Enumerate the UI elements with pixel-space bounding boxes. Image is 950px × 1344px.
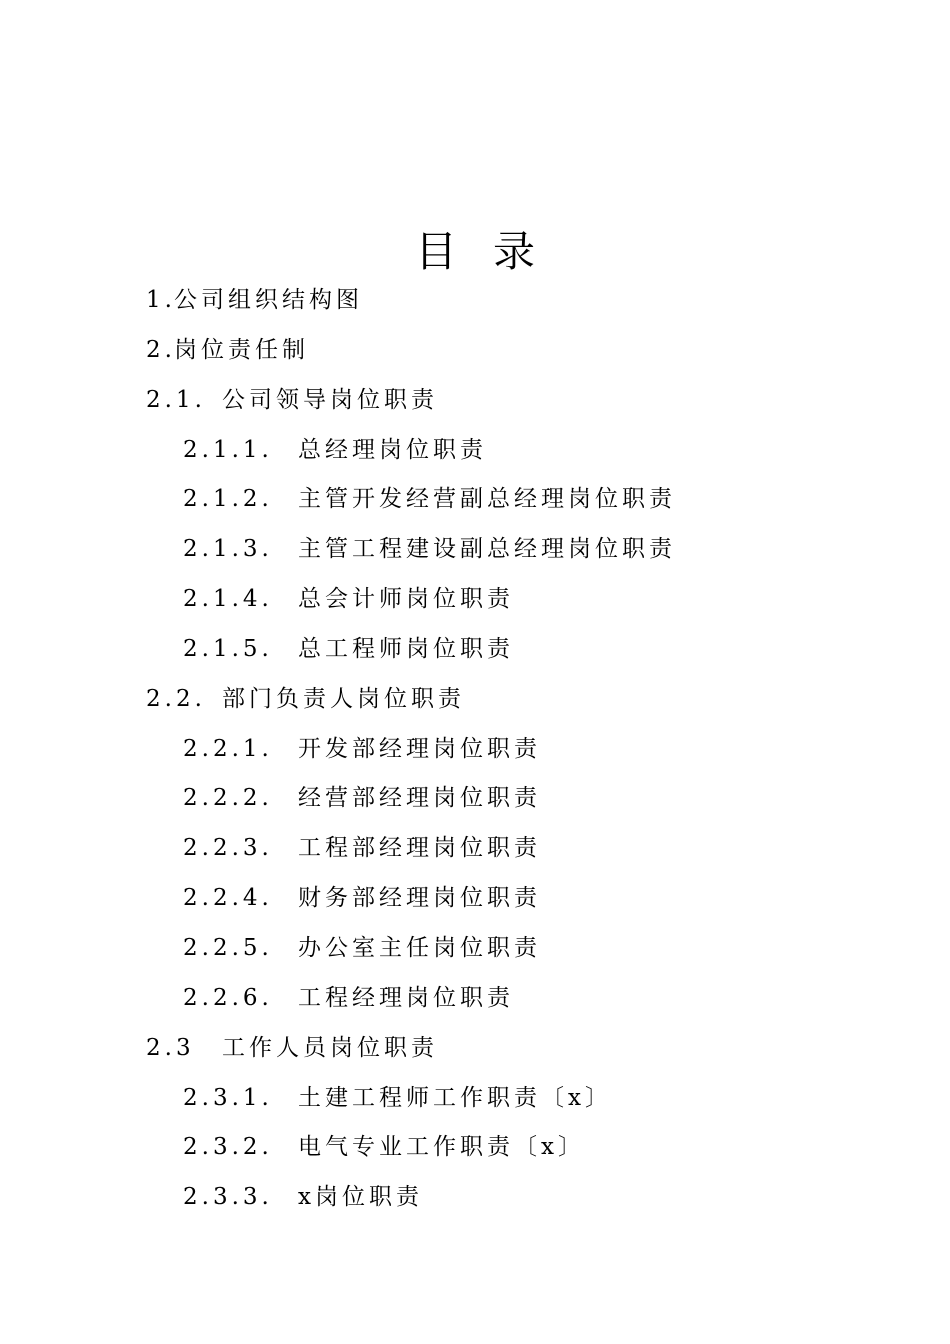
toc-item-text: 主管开发经营副总经理岗位职责 — [298, 486, 676, 513]
toc-item[interactable] — [0, 376, 950, 426]
toc-item-text: 土建工程师工作职责〔x〕 — [298, 1084, 612, 1111]
toc-item-text: 电气专业工作职责〔x〕 — [298, 1134, 585, 1161]
toc-item-text: 开发部经理岗位职责 — [298, 735, 541, 762]
toc-item-text: 工程经理岗位职责 — [298, 984, 514, 1011]
toc-item-number: 2.2.3. — [183, 835, 273, 862]
table-of-contents — [0, 276, 950, 1223]
toc-item-number: 2.2.1. — [183, 735, 273, 762]
toc-item[interactable] — [0, 974, 950, 1024]
toc-item-text: 总会计师岗位职责 — [298, 586, 514, 613]
toc-item-text: 总经理岗位职责 — [298, 436, 487, 463]
toc-item-number: 2.2.2. — [183, 785, 273, 812]
toc-item-text: x岗位职责 — [298, 1184, 423, 1211]
toc-item-number: 2.1.1. — [183, 436, 273, 463]
toc-item[interactable] — [0, 774, 950, 824]
toc-item-number: 2.2.5. — [183, 934, 273, 961]
toc-item-text: 主管工程建设副总经理岗位职责 — [298, 536, 676, 563]
toc-item-number: 2.2.4. — [183, 885, 273, 912]
toc-item-number: 2.3 — [146, 1034, 195, 1061]
toc-item[interactable] — [0, 575, 950, 625]
toc-item-number: 2.1.2. — [183, 486, 273, 513]
toc-item[interactable] — [0, 924, 950, 974]
toc-item[interactable] — [0, 426, 950, 476]
toc-item[interactable] — [0, 824, 950, 874]
toc-item-text: 公司领导岗位职责 — [222, 386, 438, 413]
toc-item-number: 1. — [146, 287, 176, 313]
toc-item-number: 2.1.3. — [183, 536, 273, 563]
toc-item-text: 部门负责人岗位职责 — [222, 685, 465, 712]
toc-item-number: 2.1. — [146, 386, 206, 413]
toc-item-text: 办公室主任岗位职责 — [298, 934, 541, 961]
toc-item-number: 2.1.5. — [183, 635, 273, 662]
toc-item-number: 2.3.3. — [183, 1184, 273, 1211]
toc-item-number: 2.3.2. — [183, 1134, 273, 1161]
toc-item[interactable] — [0, 1074, 950, 1124]
toc-item-number: 2.1.4. — [183, 586, 273, 613]
toc-item-text: 工作人员岗位职责 — [222, 1034, 438, 1061]
toc-item-text: 岗位责任制 — [174, 336, 309, 363]
toc-item[interactable] — [0, 525, 950, 575]
toc-item-text: 公司组织结构图 — [174, 287, 363, 313]
toc-item[interactable] — [0, 1173, 950, 1223]
toc-item-number: 2.3.1. — [183, 1084, 273, 1111]
toc-item[interactable] — [0, 276, 950, 326]
toc-item[interactable] — [0, 475, 950, 525]
toc-item-number: 2.2. — [146, 685, 206, 712]
toc-item[interactable] — [0, 725, 950, 775]
toc-item[interactable] — [0, 874, 950, 924]
toc-item-text: 总工程师岗位职责 — [298, 635, 514, 662]
toc-item-text: 工程部经理岗位职责 — [298, 835, 541, 862]
toc-item-number: 2. — [146, 336, 176, 363]
toc-item-text: 经营部经理岗位职责 — [298, 785, 541, 812]
toc-item[interactable] — [0, 675, 950, 725]
toc-item-number: 2.2.6. — [183, 984, 273, 1011]
toc-item-text: 财务部经理岗位职责 — [298, 885, 541, 912]
toc-item[interactable] — [0, 625, 950, 675]
toc-item[interactable] — [0, 1123, 950, 1173]
toc-item[interactable] — [0, 326, 950, 376]
page-title: 目录 — [414, 227, 571, 276]
toc-item[interactable] — [0, 1024, 950, 1074]
